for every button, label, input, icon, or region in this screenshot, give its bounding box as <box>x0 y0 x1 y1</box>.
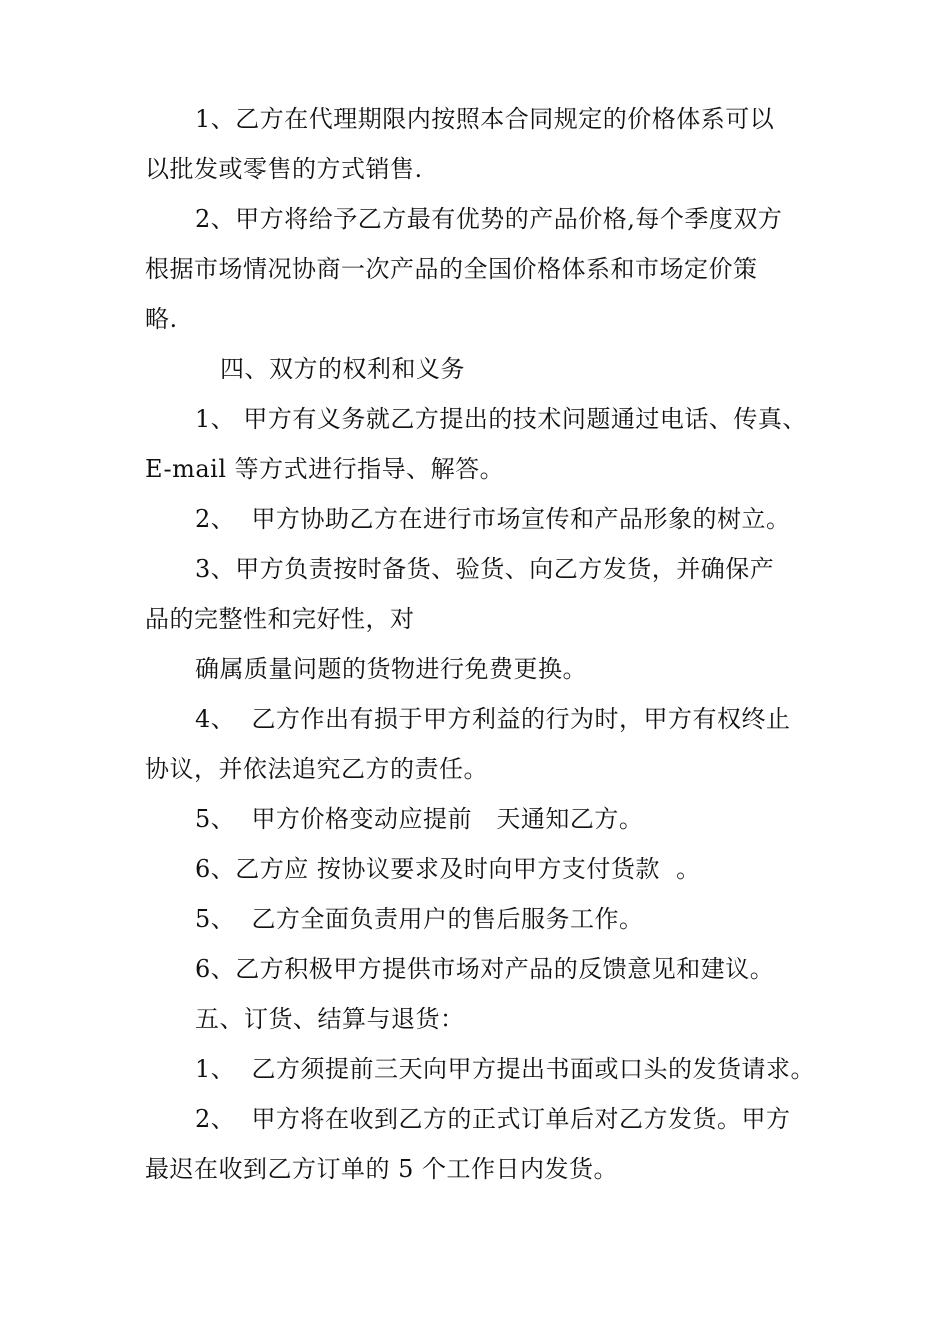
section-heading: 五、订货、结算与退货： <box>195 1005 465 1033</box>
paragraph-line: 2、 甲方将在收到乙方的正式订单后对乙方发货。甲方 <box>195 1105 791 1133</box>
paragraph-line: 略. <box>145 305 178 333</box>
paragraph-line: 6、乙方积极甲方提供市场对产品的反馈意见和建议。 <box>195 955 775 983</box>
paragraph-line: 5、 甲方价格变动应提前 天通知乙方。 <box>195 805 644 833</box>
paragraph-line: 5、 乙方全面负责用户的售后服务工作。 <box>195 905 644 933</box>
paragraph-line: 1、 乙方须提前三天向甲方提出书面或口头的发货请求。 <box>195 1055 816 1083</box>
paragraph-line: 协议，并依法追究乙方的责任。 <box>145 755 488 783</box>
paragraph-line: 1、乙方在代理期限内按照本合同规定的价格体系可以 <box>195 105 775 133</box>
paragraph-line: 6、乙方应 按协议要求及时向甲方支付货款 。 <box>195 855 701 883</box>
section-heading: 四、双方的权利和义务 <box>220 355 465 383</box>
paragraph-line: 4、 乙方作出有损于甲方利益的行为时，甲方有权终止 <box>195 705 791 733</box>
paragraph-line: 3、甲方负责按时备货、验货、向乙方发货，并确保产 <box>195 555 775 583</box>
paragraph-line: 最迟在收到乙方订单的 5 个工作日内发货。 <box>145 1155 619 1183</box>
paragraph-line: 2、 甲方协助乙方在进行市场宣传和产品形象的树立。 <box>195 505 791 533</box>
paragraph-line: E-mail 等方式进行指导、解答。 <box>145 455 505 483</box>
paragraph-line: 根据市场情况协商一次产品的全国价格体系和市场定价策 <box>145 255 758 283</box>
paragraph-line: 品的完整性和完好性，对 <box>145 605 415 633</box>
paragraph-line: 2、甲方将给予乙方最有优势的产品价格,每个季度双方 <box>195 205 783 233</box>
paragraph-line: 确属质量问题的货物进行免费更换。 <box>195 655 587 683</box>
paragraph-line: 1、 甲方有义务就乙方提出的技术问题通过电话、传真、 <box>195 405 807 433</box>
paragraph-line: 以批发或零售的方式销售. <box>145 155 423 183</box>
